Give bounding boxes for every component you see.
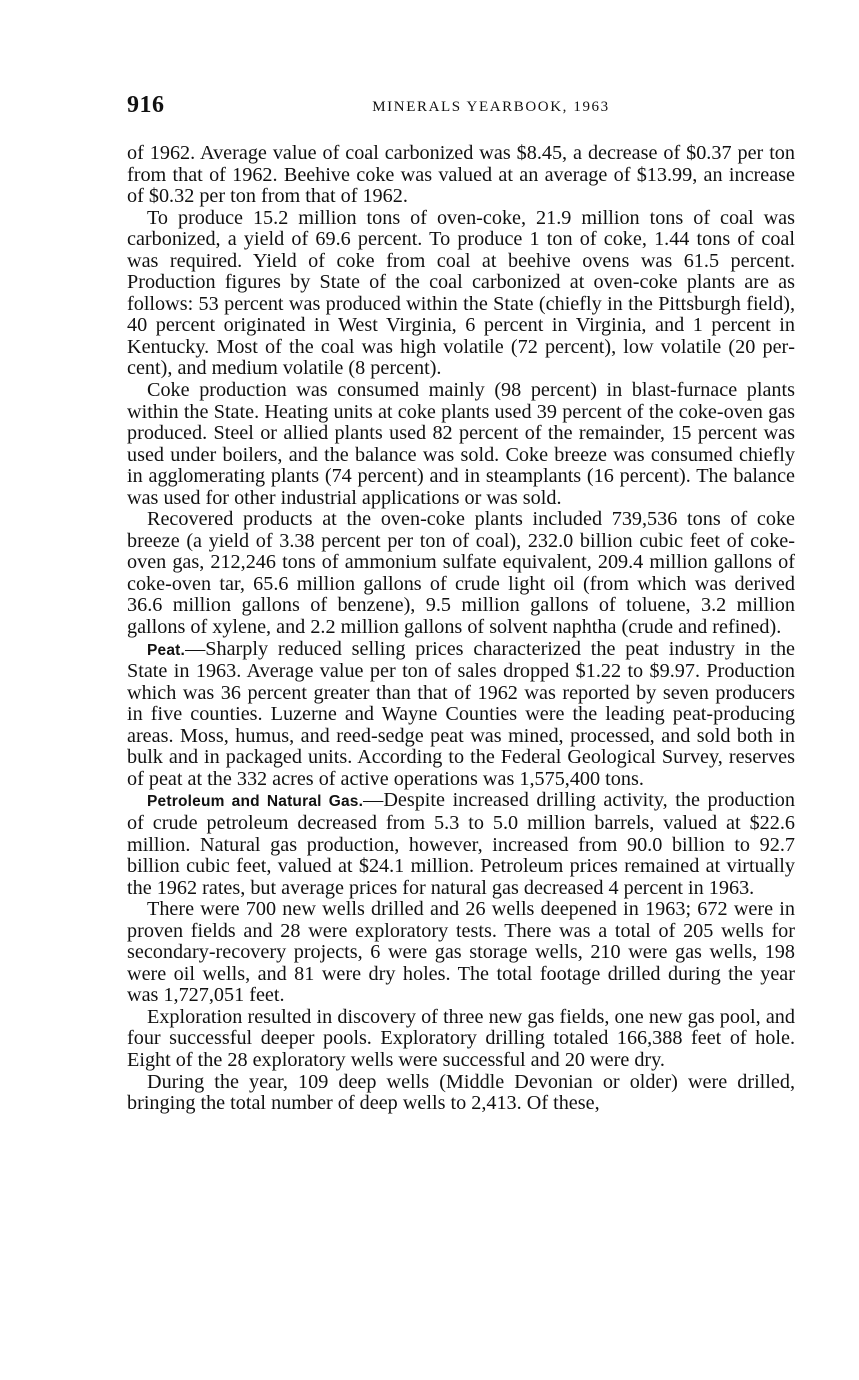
paragraph-text: To produce 15.2 million tons of oven-coke, 21.9 million tons of coal was carbonized, a yield of 69.6 percent. To produce 1 ton of coke, 1.44 tons of coal was required. Yield of coke from coal at beehive ovens was 61.5 percent. Production figures by State of the coal carbonized at oven-coke plants are as follows: 53 percent was produced within the State (chiefly in the Pittsburgh field), 40 percent originated in West Virginia, 6 percent in Virginia, and 1 percent in Kentucky. Most of the coal was high volatile (72 percent), low volatile (20 percent), and medium volatile (8 percent). [127, 206, 795, 380]
paragraph-petroleum [127, 790, 795, 899]
paragraph-text: —Sharply reduced selling prices characterized the peat industry in the State in 1963. Average value per ton of sales dropped $1.22 to $9.97. Production which was 36 percent greater than that of 1962 was reported by seven producers in five counties. Luzerne and Wayne Counties were the leading peat-producing areas. Moss, humus, and reed-sedge peat was mined, processed, and sold both in bulk and in packaged units. According to the Federal Geological Survey, reserves of peat at the 332 acres of active operations was 1,575,400 tons. [127, 637, 795, 790]
paragraph-text: Recovered products at the oven-coke plants included 739,536 tons of coke breeze (a yield of 3.38 percent per ton of coal), 232.0 billion cubic feet of coke-oven gas, 212,246 tons of ammonium sulfate equivalent, 209.4 million gallons of coke-oven tar, 65.6 million gallons of crude light oil (from which was derived 36.6 million gallons of benzene), 9.5 million gallons of toluene, 3.2 million gallons of xylene, and 2.2 million gallons of solvent naphtha (crude and refined). [127, 508, 795, 639]
running-header [127, 92, 795, 122]
paragraph-text: of 1962. Average value of coal carbonized was $8.45, a decrease of $0.37 per ton from that of 1962. Beehive coke was valued at an average of $13.99, an increase of $0.32 per ton from that of 1962. [127, 142, 795, 208]
paragraph-coal-value [127, 143, 795, 208]
paragraph-peat [127, 639, 795, 791]
paragraph-text: During the year, 109 deep wells (Middle Devonian or older) were drilled, bringing the total number of deep wells to 2,413. Of these, [127, 1070, 795, 1115]
paragraph-oven-coke [127, 208, 795, 380]
body-text [127, 143, 795, 1115]
page-number: 916 [127, 92, 165, 118]
paragraph-text: —Despite increased drilling activity, the production of crude petroleum decreased from 5.3 to 5.0 million barrels, valued at $22.6 million. Natural gas production, however, increased from 90.0 billion to 92.7 billion cubic feet, valued at $24.1 million. Petroleum prices remained at virtually the 1962 rates, but average prices for natural gas decreased 4 percent in 1963. [127, 789, 795, 899]
paragraph-exploration [127, 1007, 795, 1072]
paragraph-text: Exploration resulted in discovery of three new gas fields, one new gas pool, and four successful deeper pools. Exploratory drilling totaled 166,388 feet of hole. Eight of the 28 exploratory wells were successful and 20 were dry. [127, 1005, 795, 1071]
section-heading-petroleum: Petroleum and Natural Gas. [147, 793, 364, 811]
paragraph-deep-wells [127, 1072, 795, 1115]
paragraph-text: Coke production was consumed mainly (98 percent) in blast-furnace plants within the State. Heating units at coke plants used 39 percent of the coke-oven gas produced. Steel or allied plants used 82 percent of the remainder, 15 percent was used under boilers, and the balance was sold. Coke breeze was consumed chiefly in agglomerating plants (74 percent) and in steamplants (16 percent). The balance was used for other industrial applications or was sold. [127, 379, 795, 509]
paragraph-wells-drilled [127, 899, 795, 1007]
paragraph-text: There were 700 new wells drilled and 26 wells deepened in 1963; 672 were in proven fields and 28 were exploratory tests. There was a total of 205 wells for secondary-recovery projects, 6 were gas storage wells, 210 were gas wells, 198 were oil wells, and 81 were dry holes. The total footage drilled during the year was 1,727,051 feet. [127, 898, 795, 1007]
running-title: MINERALS YEARBOOK, 1963 [372, 99, 610, 115]
section-heading-peat: Peat. [147, 641, 186, 659]
paragraph-coke-consumption [127, 380, 795, 509]
paragraph-recovered-products [127, 509, 795, 638]
